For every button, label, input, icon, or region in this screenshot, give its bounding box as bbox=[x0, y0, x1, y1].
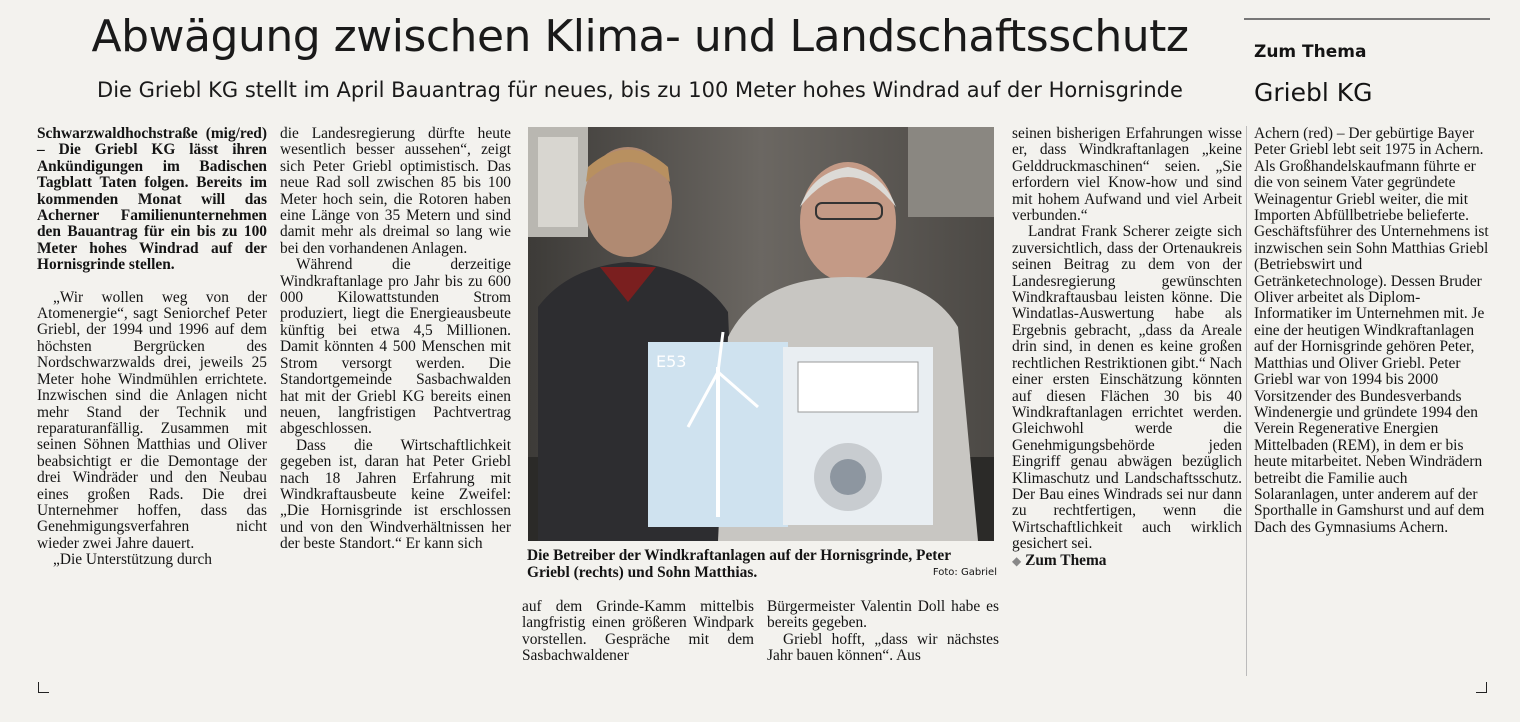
article-column-5 bbox=[1012, 126, 1242, 569]
photo-illustration bbox=[528, 127, 994, 541]
sidebar-top-rule bbox=[1244, 18, 1490, 20]
article-column-3 bbox=[522, 599, 754, 665]
sidebar-kicker: Zum Thema bbox=[1254, 42, 1367, 62]
article-paragraph-5: Griebl hofft, „dass wir nächstes Jahr bauen können“. Aus bbox=[767, 630, 999, 665]
diamond-icon: ◆ bbox=[1012, 553, 1022, 568]
photo-caption-text: Die Betreiber der Windkraftanlagen auf der Hornisgrinde, Peter Griebl (rechts) und Sohn Matthias. bbox=[527, 547, 951, 581]
sidebar-body: Achern (red) – Der gebürtige Bayer Peter Griebl lebt seit 1975 in Achern. Als Großhandelskaufmann führte er die von seinem Vater gegründete Weinagentur Griebl weiter, die mit Importen Abfüllbetriebe belieferte. Geschäftsführer des Unternehmens ist inzwischen sein Sohn Matthias Griebl (Betriebswirt und Getränketechnologe). Dessen Bruder Oliver arbeitet als Diplom-Informatiker im Unternehmen mit. Je eine der heutigen Windkraftanlagen auf der Hornisgrinde gehören Peter, Matthias und Oliver Griebl. Peter Griebl war von 1994 bis 2000 Vorsitzender des Bundesverbands Windenergie und gründete 1994 den Verein Regenerative Energien Mittelbaden (REM), in dem er bis heute mitarbeitet. Neben Windrädern betreibt die Familie auch Solaranlagen, unter anderem auf der Sporthalle in Gamshurst und auf dem Dach des Gymnasiums Achern. bbox=[1254, 125, 1489, 536]
subheadline: Die Griebl KG stellt im April Bauantrag für neues, bis zu 100 Meter hohes Windrad auf der Hornisgrinde bbox=[97, 78, 1183, 102]
crop-mark-right bbox=[1476, 682, 1487, 693]
article-paragraph-4-cont: auf dem Grinde-Kamm mittelbis langfristig einen größeren Windpark vorstellen. Gespräche mit dem Sasbachwaldener bbox=[522, 598, 754, 665]
article-paragraph-3: Während die derzeitige Windkraftanlage pro Jahr bis zu 600 000 Kilowattstunden Strom produziert, liegt die Energieausbeute künftig bei etwa 4,5 Millionen. Damit könnten 4 500 Menschen mit Strom versorgt werden. Die Standortgemeinde Sasbachwalden hat mit der Griebl KG bereits einen neuen, langfristigen Pachtvertrag abgeschlossen. bbox=[280, 256, 511, 438]
article-paragraph-5-cont: seinen bisherigen Erfahrungen wisse er, dass Windkraftanlagen „keine Gelddruckmaschinen“ seien. „Sie erfordern viel Know-how und sind mit hohem Aufwand und viel Arbeit verbunden.“ bbox=[1012, 125, 1242, 225]
column-divider bbox=[1246, 126, 1247, 676]
sidebar-title: Griebl KG bbox=[1254, 78, 1373, 107]
headline: Abwägung zwischen Klima- und Landschaftsschutz bbox=[91, 11, 1189, 62]
article-column-2 bbox=[280, 126, 511, 553]
article-paragraph-2-start: „Die Unterstützung durch bbox=[53, 551, 212, 569]
article-paragraph-1: „Wir wollen weg von der Atomenergie“, sagt Seniorchef Peter Griebl, der 1994 und 1996 auf dem höchsten Bergrücken des Nordschwarzwalds drei, jeweils 25 Meter hohe Windmühlen errichtete. Inzwischen sind die Anlagen nicht mehr Stand der Technik und reparaturanfällig. Zusammen mit seinen Söhnen Matthias und Oliver beabsichtigt er die Demontage der drei Windräder und den Neubau eines großen Rads. Die drei Unternehmer hoffen, dass das Genehmigungsverfahren nicht wieder zwei Jahre dauert. bbox=[37, 288, 267, 552]
article-lead: Schwarzwaldhochstraße (mig/red) – Die Griebl KG lässt ihren Ankündigungen im Badischen Tagblatt Taten folgen. Bereits im kommenden Monat will das Acherner Familienunternehmen den Bauantrag für ein bis zu 100 Meter hohes Windrad auf der Hornisgrinde stellen. bbox=[37, 125, 267, 274]
article-paragraph-4-end: Bürgermeister Valentin Doll habe es bereits gegeben. bbox=[767, 598, 999, 632]
article-paragraph-6: Landrat Frank Scherer zeigte sich zuversichtlich, dass der Ortenaukreis seinen Beitrag zu dem von der Landesregierung gewünschten Windkraftausbau leisten könne. Die Windatlas-Auswertung habe als Ergebnis gebracht, „dass da Areale drin sind, in denen es keine großen rechtlichen Restriktionen gibt.“ Nach einer ersten Einschätzung könnten auf diesen Flächen 30 bis 40 Windkraftanlagen errichtet werden. Gleichwohl werde die Genehmigungsbehörde jeden Eingriff genau abwägen bezüglich Klimaschutz und Landschaftsschutz. Der Bau eines Windrads sei nur dann zu rechtfertigen, wenn die Wirtschaftlichkeit auch wirklich gesichert sei. bbox=[1012, 223, 1242, 553]
crop-mark-left bbox=[38, 682, 49, 693]
article-paragraph-2-cont: die Landesregierung dürfte heute wesentlich besser aussehen“, zeigt sich Peter Griebl optimistisch. Das neue Rad soll zwischen 85 bis 100 Meter hoch sein, die Rotoren haben eine Länge von 35 Metern und sind damit mehr als dreimal so lang wie bei den vorhandenen Anlagen. bbox=[280, 125, 511, 257]
article-column-1 bbox=[37, 126, 267, 569]
article-column-4 bbox=[767, 599, 999, 665]
photo-caption bbox=[527, 547, 997, 581]
see-also-label: Zum Thema bbox=[1025, 551, 1107, 569]
brochure-label: E53 bbox=[656, 352, 687, 371]
article-photo bbox=[528, 127, 994, 541]
photo-credit: Foto: Gabriel bbox=[932, 567, 997, 578]
see-also-link[interactable] bbox=[1012, 553, 1242, 569]
article-paragraph-4: Dass die Wirtschaftlichkeit gegeben ist, daran hat Peter Griebl nach 18 Jahren Erfahrung mit Windkraftausbeute keine Zweifel: „Die Hornisgrinde ist erschlossen und von den Windverhältnissen her der beste Standort.“ Er kann sich bbox=[280, 436, 511, 553]
